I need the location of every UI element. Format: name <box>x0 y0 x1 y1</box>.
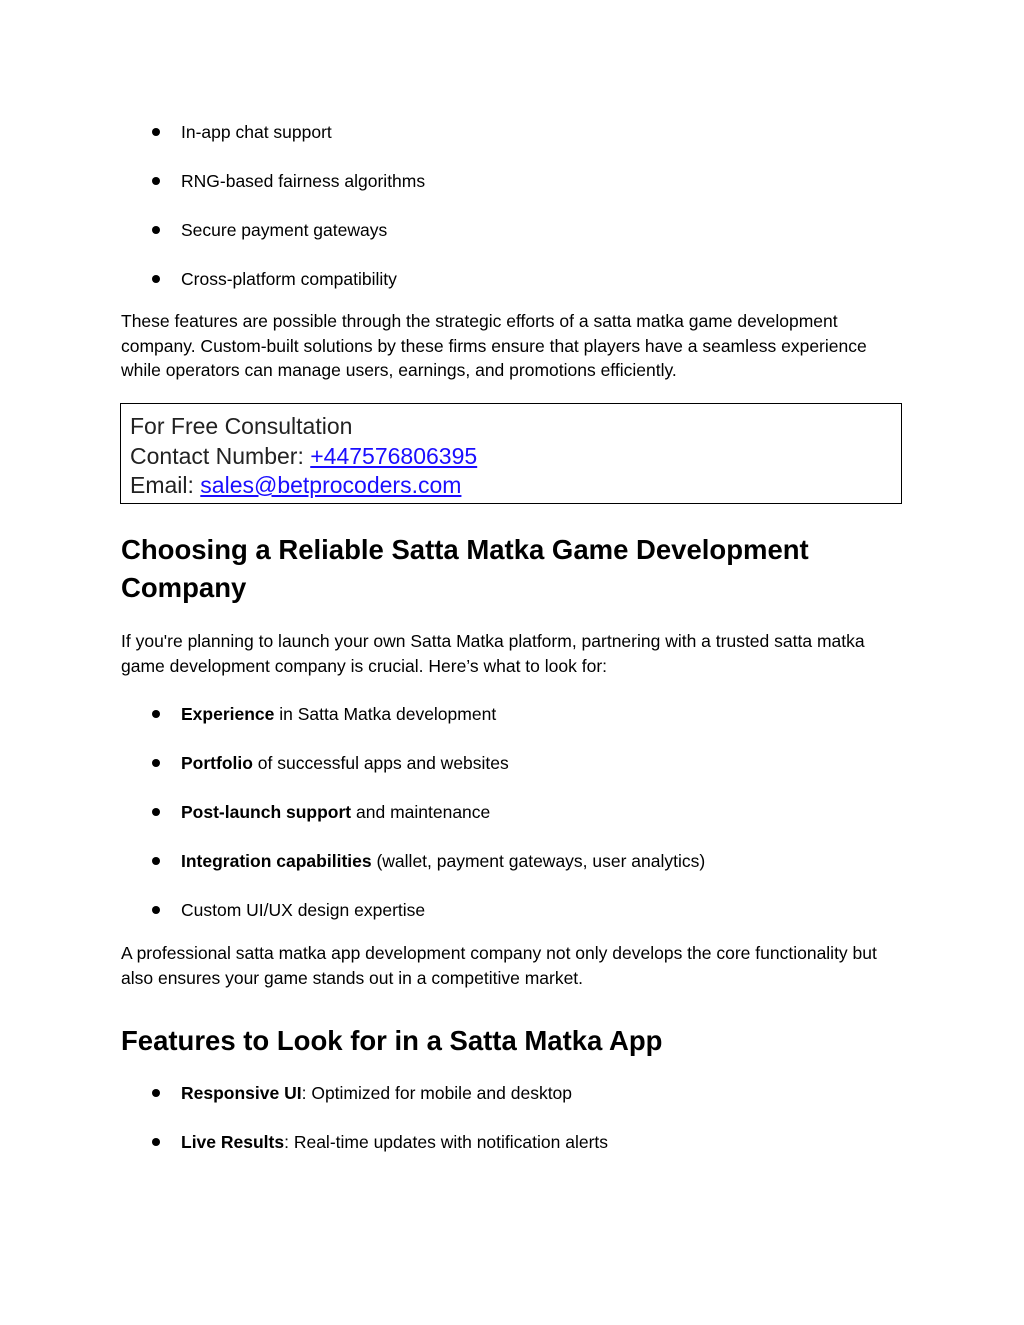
bullet-icon <box>152 275 160 283</box>
app-features-list <box>152 1081 912 1179</box>
heading-features-app: Features to Look for in a Satta Matka App <box>121 1025 663 1056</box>
contact-title: For Free Consultation <box>130 413 353 439</box>
bullet-icon <box>152 1089 160 1097</box>
bullet-icon <box>152 226 160 234</box>
bullet-icon <box>152 128 160 136</box>
list-item: Secure payment gateways <box>152 218 912 267</box>
paragraph-features: These features are possible through the strategic efforts of a satta matka game development company. Custom-built solutions by these firms ensure that players have a seamless experience while operators can manage users, earnings, and promotions efficiently. <box>121 311 867 380</box>
bullet-icon <box>152 759 160 767</box>
list-item: Responsive UI: Optimized for mobile and desktop <box>152 1081 912 1130</box>
contact-email-line <box>130 471 901 501</box>
list-item: Post-launch support and maintenance <box>152 800 912 849</box>
heading-choosing-company: Choosing a Reliable Satta Matka Game Development Company <box>121 534 809 603</box>
list-item: Cross-platform compatibility <box>152 267 912 316</box>
contact-box <box>120 403 902 504</box>
contact-phone-line <box>130 442 901 472</box>
bullet-icon <box>152 1138 160 1146</box>
list-item: RNG-based fairness algorithms <box>152 169 912 218</box>
paragraph-professional: A professional satta matka app development company not only develops the core functionality but also ensures your game stands out in a competitive market. <box>121 943 877 988</box>
contact-email-label: Email: <box>130 472 201 498</box>
phone-link[interactable]: +447576806395 <box>310 442 478 469</box>
criteria-list <box>152 702 912 947</box>
bullet-icon <box>152 177 160 185</box>
bullet-icon <box>152 808 160 816</box>
list-item: Custom UI/UX design expertise <box>152 898 912 947</box>
feature-list-top <box>152 120 912 316</box>
list-item: Experience in Satta Matka development <box>152 702 912 751</box>
list-item: In-app chat support <box>152 120 912 169</box>
paragraph-choosing: If you're planning to launch your own Satta Matka platform, partnering with a trusted satta matka game development company is crucial. Here’s what to look for: <box>121 631 865 676</box>
bullet-icon <box>152 710 160 718</box>
list-item: Portfolio of successful apps and websites <box>152 751 912 800</box>
list-item: Integration capabilities (wallet, payment gateways, user analytics) <box>152 849 912 898</box>
bullet-icon <box>152 857 160 865</box>
contact-phone-label: Contact Number: <box>130 442 311 469</box>
list-item: Live Results: Real-time updates with notification alerts <box>152 1130 912 1179</box>
email-link[interactable]: sales@betprocoders.com <box>200 472 462 498</box>
bullet-icon <box>152 906 160 914</box>
